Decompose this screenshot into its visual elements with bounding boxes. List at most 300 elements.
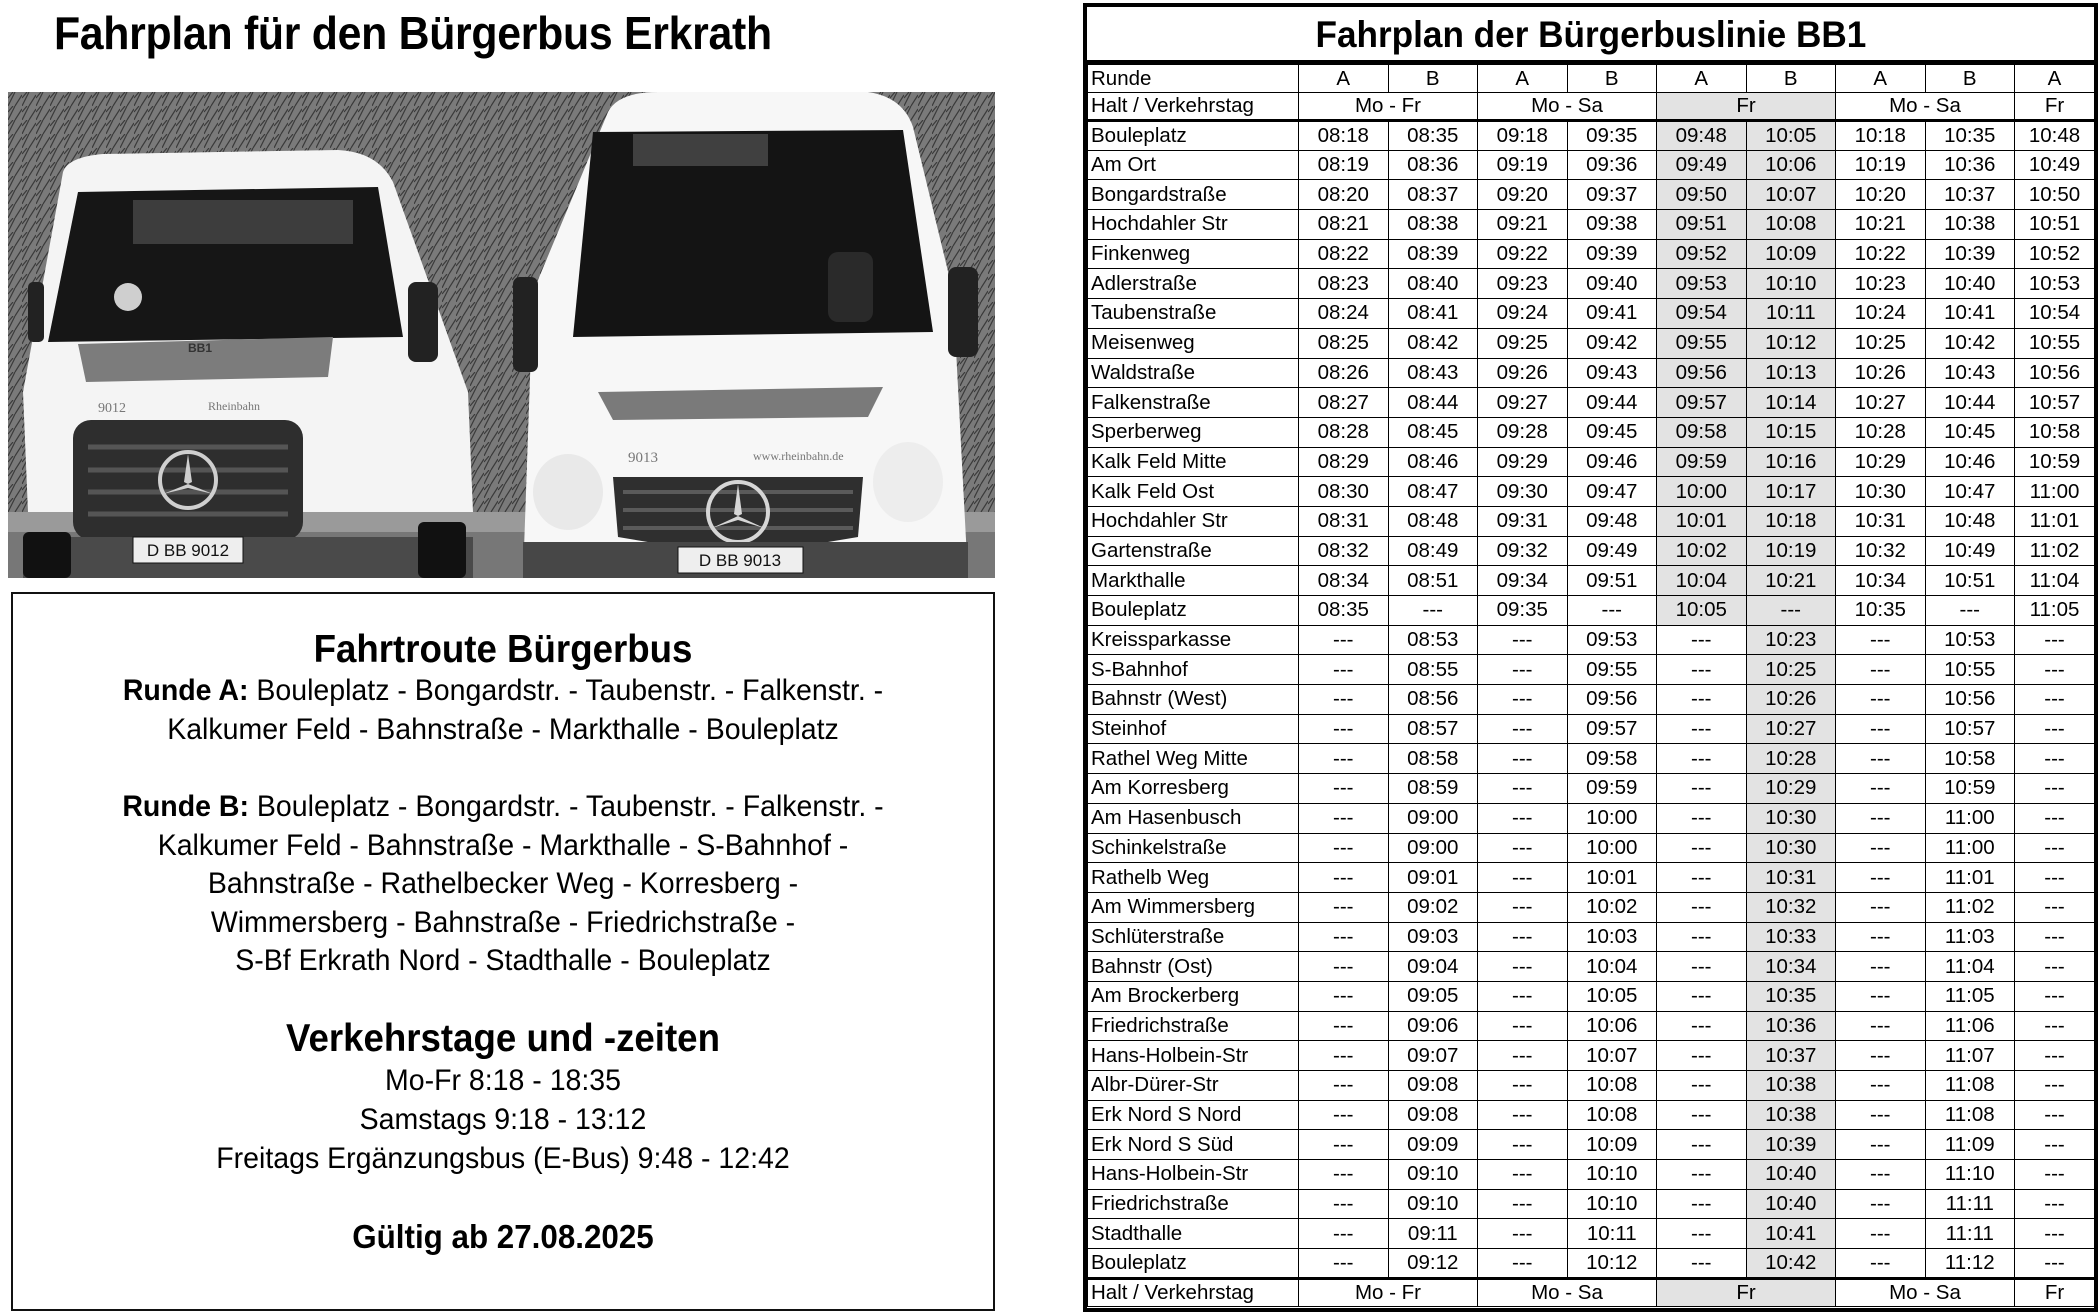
departure-time: 09:46 bbox=[1567, 447, 1657, 477]
departure-time: 10:02 bbox=[1567, 892, 1657, 922]
page-title: Fahrplan für den Bürgerbus Erkrath bbox=[53, 7, 772, 59]
departure-time: 09:51 bbox=[1657, 210, 1747, 240]
footer-days-label: Halt / Verkehrstag bbox=[1088, 1278, 1299, 1306]
table-row bbox=[1088, 417, 2095, 447]
departure-time: 08:22 bbox=[1299, 239, 1389, 269]
header-days-row bbox=[1088, 93, 2095, 121]
departure-time: 10:37 bbox=[1746, 1041, 1836, 1071]
footer-day-group: Fr bbox=[1657, 1278, 1836, 1306]
no-departure-cell: --- bbox=[1299, 981, 1389, 1011]
no-departure-cell: --- bbox=[2015, 981, 2095, 1011]
no-departure-cell: --- bbox=[2015, 803, 2095, 833]
table-row bbox=[1088, 150, 2095, 180]
departure-time: 10:54 bbox=[2015, 299, 2095, 329]
departure-time: 10:31 bbox=[1836, 506, 1926, 536]
departure-time: 08:42 bbox=[1388, 328, 1478, 358]
departure-time: 09:53 bbox=[1657, 269, 1747, 299]
departure-time: 10:36 bbox=[1925, 150, 2015, 180]
departure-time: 10:55 bbox=[2015, 328, 2095, 358]
departure-time: 10:06 bbox=[1746, 150, 1836, 180]
departure-time: 09:12 bbox=[1388, 1249, 1478, 1279]
table-row bbox=[1088, 981, 2095, 1011]
no-departure-cell: --- bbox=[1836, 744, 1926, 774]
departure-time: 10:08 bbox=[1567, 1071, 1657, 1101]
departure-time: 10:39 bbox=[1925, 239, 2015, 269]
departure-time: 10:08 bbox=[1567, 1100, 1657, 1130]
departure-time: 09:54 bbox=[1657, 299, 1747, 329]
departure-time: 10:53 bbox=[1925, 625, 2015, 655]
departure-time: 10:07 bbox=[1746, 180, 1836, 210]
header-runde-cell: A bbox=[1478, 65, 1568, 93]
no-departure-cell: --- bbox=[1836, 981, 1926, 1011]
departure-time: 10:33 bbox=[1746, 922, 1836, 952]
departure-time: 08:47 bbox=[1388, 477, 1478, 507]
valid-from: Gültig ab 27.08.2025 bbox=[352, 1217, 654, 1255]
departure-time: 08:20 bbox=[1299, 180, 1389, 210]
svg-text:9013: 9013 bbox=[628, 450, 658, 466]
departure-time: 10:04 bbox=[1567, 952, 1657, 982]
no-departure-cell: --- bbox=[1299, 625, 1389, 655]
departure-time: 08:30 bbox=[1299, 477, 1389, 507]
departure-time: 11:02 bbox=[1925, 892, 2015, 922]
no-departure-cell: --- bbox=[1657, 1130, 1747, 1160]
header-day-group: Mo - Sa bbox=[1478, 93, 1657, 121]
departure-time: 10:56 bbox=[1925, 685, 2015, 715]
departure-time: 09:07 bbox=[1388, 1041, 1478, 1071]
departure-time: 11:04 bbox=[2015, 566, 2095, 596]
header-day-group: Fr bbox=[1657, 93, 1836, 121]
svg-text:Rheinbahn: Rheinbahn bbox=[208, 399, 260, 413]
no-departure-cell: --- bbox=[1836, 774, 1926, 804]
departure-time: 10:38 bbox=[1746, 1100, 1836, 1130]
departure-time: 11:10 bbox=[1925, 1160, 2015, 1190]
no-departure-cell: --- bbox=[1299, 1100, 1389, 1130]
no-departure-cell: --- bbox=[1657, 803, 1747, 833]
departure-time: 09:49 bbox=[1657, 150, 1747, 180]
departure-time: 09:55 bbox=[1657, 328, 1747, 358]
table-row bbox=[1088, 596, 2095, 626]
no-departure-cell: --- bbox=[1657, 1100, 1747, 1130]
no-departure-cell: --- bbox=[1836, 863, 1926, 893]
table-row bbox=[1088, 477, 2095, 507]
table-row bbox=[1088, 1219, 2095, 1249]
departure-time: 10:28 bbox=[1746, 744, 1836, 774]
table-row bbox=[1088, 1071, 2095, 1101]
table-row bbox=[1088, 447, 2095, 477]
departure-time: 09:06 bbox=[1388, 1011, 1478, 1041]
departure-time: 08:18 bbox=[1299, 121, 1389, 151]
table-row bbox=[1088, 952, 2095, 982]
no-departure-cell: --- bbox=[1657, 1219, 1747, 1249]
departure-time: 10:51 bbox=[1925, 566, 2015, 596]
stop-name: Hochdahler Str bbox=[1088, 506, 1299, 536]
departure-time: 10:18 bbox=[1746, 506, 1836, 536]
stop-name: Am Hasenbusch bbox=[1088, 803, 1299, 833]
no-departure-cell: --- bbox=[1299, 833, 1389, 863]
table-row bbox=[1088, 1249, 2095, 1279]
departure-time: 11:01 bbox=[2015, 506, 2095, 536]
departure-time: 09:00 bbox=[1388, 803, 1478, 833]
departure-time: 10:34 bbox=[1836, 566, 1926, 596]
departure-time: 10:56 bbox=[2015, 358, 2095, 388]
departure-time: 10:05 bbox=[1567, 981, 1657, 1011]
header-day-group: Fr bbox=[2015, 93, 2095, 121]
departure-time: 08:35 bbox=[1299, 596, 1389, 626]
departure-time: 09:02 bbox=[1388, 892, 1478, 922]
header-runde-cell: A bbox=[1657, 65, 1747, 93]
departure-time: 09:51 bbox=[1567, 566, 1657, 596]
stop-name: Am Wimmersberg bbox=[1088, 892, 1299, 922]
no-departure-cell: --- bbox=[1299, 774, 1389, 804]
departure-time: 08:19 bbox=[1299, 150, 1389, 180]
departure-time: 09:56 bbox=[1567, 685, 1657, 715]
no-departure-cell: --- bbox=[1657, 892, 1747, 922]
no-departure-cell: --- bbox=[1657, 1041, 1747, 1071]
no-departure-cell: --- bbox=[1657, 1160, 1747, 1190]
departure-time: 08:39 bbox=[1388, 239, 1478, 269]
departure-time: 10:12 bbox=[1567, 1249, 1657, 1279]
departure-time: 09:30 bbox=[1478, 477, 1568, 507]
departure-time: 09:25 bbox=[1478, 328, 1568, 358]
table-row bbox=[1088, 358, 2095, 388]
route-title: Fahrtroute Bürgerbus bbox=[313, 628, 693, 671]
departure-time: 10:13 bbox=[1746, 358, 1836, 388]
departure-time: 08:31 bbox=[1299, 506, 1389, 536]
stop-name: Finkenweg bbox=[1088, 239, 1299, 269]
departure-time: 08:27 bbox=[1299, 388, 1389, 418]
table-row bbox=[1088, 803, 2095, 833]
departure-time: 09:05 bbox=[1388, 981, 1478, 1011]
no-departure-cell: --- bbox=[1657, 1011, 1747, 1041]
no-departure-cell: --- bbox=[1478, 655, 1568, 685]
departure-time: 10:03 bbox=[1567, 922, 1657, 952]
departure-time: 10:00 bbox=[1567, 803, 1657, 833]
departure-time: 09:39 bbox=[1567, 239, 1657, 269]
no-departure-cell: --- bbox=[2015, 1219, 2095, 1249]
svg-text:9012: 9012 bbox=[98, 401, 126, 416]
departure-time: 08:24 bbox=[1299, 299, 1389, 329]
departure-time: 10:24 bbox=[1836, 299, 1926, 329]
departure-time: 10:02 bbox=[1657, 536, 1747, 566]
no-departure-cell: --- bbox=[1478, 803, 1568, 833]
departure-time: 10:18 bbox=[1836, 121, 1926, 151]
table-row bbox=[1088, 239, 2095, 269]
departure-time: 10:19 bbox=[1836, 150, 1926, 180]
timetable-title: Fahrplan der Bürgerbuslinie BB1 bbox=[1087, 7, 2094, 64]
no-departure-cell: --- bbox=[1657, 774, 1747, 804]
departure-time: 09:21 bbox=[1478, 210, 1568, 240]
departure-time: 09:55 bbox=[1567, 655, 1657, 685]
departure-time: 08:40 bbox=[1388, 269, 1478, 299]
departure-time: 10:55 bbox=[1925, 655, 2015, 685]
no-departure-cell: --- bbox=[1478, 1189, 1568, 1219]
departure-time: 09:28 bbox=[1478, 417, 1568, 447]
no-departure-cell: --- bbox=[2015, 1071, 2095, 1101]
departure-time: 08:45 bbox=[1388, 417, 1478, 447]
departure-time: 09:56 bbox=[1657, 358, 1747, 388]
departure-time: 10:23 bbox=[1746, 625, 1836, 655]
departure-time: 09:18 bbox=[1478, 121, 1568, 151]
departure-time: 09:01 bbox=[1388, 863, 1478, 893]
departure-time: 08:26 bbox=[1299, 358, 1389, 388]
no-departure-cell: --- bbox=[1836, 685, 1926, 715]
no-departure-cell: --- bbox=[1478, 1041, 1568, 1071]
departure-time: 10:27 bbox=[1746, 714, 1836, 744]
no-departure-cell: --- bbox=[2015, 1160, 2095, 1190]
departure-time: 08:46 bbox=[1388, 447, 1478, 477]
stop-name: Markthalle bbox=[1088, 566, 1299, 596]
departure-time: 10:28 bbox=[1836, 417, 1926, 447]
footer-days-row bbox=[1088, 1278, 2095, 1306]
no-departure-cell: --- bbox=[1657, 833, 1747, 863]
no-departure-cell: --- bbox=[1478, 1071, 1568, 1101]
no-departure-cell: --- bbox=[1836, 655, 1926, 685]
departure-time: 09:40 bbox=[1567, 269, 1657, 299]
table-row bbox=[1088, 269, 2095, 299]
departure-time: 10:19 bbox=[1746, 536, 1836, 566]
departure-time: 09:27 bbox=[1478, 388, 1568, 418]
departure-time: 11:00 bbox=[1925, 833, 2015, 863]
departure-time: 10:59 bbox=[1925, 774, 2015, 804]
stop-name: Schlüterstraße bbox=[1088, 922, 1299, 952]
departure-time: 10:40 bbox=[1925, 269, 2015, 299]
departure-time: 09:10 bbox=[1388, 1160, 1478, 1190]
departure-time: 09:41 bbox=[1567, 299, 1657, 329]
departure-time: 08:32 bbox=[1299, 536, 1389, 566]
service-time-weekdays: Mo-Fr 8:18 - 18:35 bbox=[384, 1063, 622, 1097]
departure-time: 10:42 bbox=[1746, 1249, 1836, 1279]
no-departure-cell: --- bbox=[1478, 685, 1568, 715]
table-row bbox=[1088, 1160, 2095, 1190]
departure-time: 09:45 bbox=[1567, 417, 1657, 447]
stop-name: Adlerstraße bbox=[1088, 269, 1299, 299]
no-departure-cell: --- bbox=[1478, 892, 1568, 922]
no-departure-cell: --- bbox=[1836, 625, 1926, 655]
stop-name: Schinkelstraße bbox=[1088, 833, 1299, 863]
departure-time: 09:47 bbox=[1567, 477, 1657, 507]
no-departure-cell: --- bbox=[1836, 1160, 1926, 1190]
stop-name: Falkenstraße bbox=[1088, 388, 1299, 418]
departure-time: 09:48 bbox=[1567, 506, 1657, 536]
departure-time: 09:09 bbox=[1388, 1130, 1478, 1160]
no-departure-cell: --- bbox=[1299, 1071, 1389, 1101]
departure-time: 08:44 bbox=[1388, 388, 1478, 418]
no-departure-cell: --- bbox=[1836, 1189, 1926, 1219]
table-row bbox=[1088, 1130, 2095, 1160]
departure-time: 09:32 bbox=[1478, 536, 1568, 566]
departure-time: 10:21 bbox=[1746, 566, 1836, 596]
departure-time: 10:30 bbox=[1836, 477, 1926, 507]
departure-time: 08:43 bbox=[1388, 358, 1478, 388]
departure-time: 09:57 bbox=[1657, 388, 1747, 418]
departure-time: 10:29 bbox=[1746, 774, 1836, 804]
table-row bbox=[1088, 1189, 2095, 1219]
no-departure-cell: --- bbox=[1299, 1189, 1389, 1219]
no-departure-cell: --- bbox=[1478, 863, 1568, 893]
departure-time: 10:48 bbox=[2015, 121, 2095, 151]
departure-time: 09:23 bbox=[1478, 269, 1568, 299]
departure-time: 10:15 bbox=[1746, 417, 1836, 447]
header-runde-cell: A bbox=[2015, 65, 2095, 93]
departure-time: 09:00 bbox=[1388, 833, 1478, 863]
route-a-label: Runde A: bbox=[122, 674, 249, 707]
departure-time: 08:29 bbox=[1299, 447, 1389, 477]
departure-time: 10:53 bbox=[2015, 269, 2095, 299]
departure-time: 11:08 bbox=[1925, 1071, 2015, 1101]
departure-time: 09:08 bbox=[1388, 1100, 1478, 1130]
departure-time: 11:01 bbox=[1925, 863, 2015, 893]
departure-time: 10:31 bbox=[1746, 863, 1836, 893]
no-departure-cell: --- bbox=[1657, 863, 1747, 893]
no-departure-cell: --- bbox=[1478, 833, 1568, 863]
stop-name: Friedrichstraße bbox=[1088, 1011, 1299, 1041]
departure-time: 09:36 bbox=[1567, 150, 1657, 180]
departure-time: 10:32 bbox=[1836, 536, 1926, 566]
route-b-line-1: Runde B: Bouleplatz - Bongardstr. - Taubenstr. - Falkenstr. - bbox=[122, 790, 884, 823]
footer-day-group: Mo - Sa bbox=[1478, 1278, 1657, 1306]
no-departure-cell: --- bbox=[1657, 685, 1747, 715]
no-departure-cell: --- bbox=[1299, 685, 1389, 715]
table-row bbox=[1088, 685, 2095, 715]
no-departure-cell: --- bbox=[1657, 981, 1747, 1011]
departure-time: 09:11 bbox=[1388, 1219, 1478, 1249]
departure-time: 10:41 bbox=[1925, 299, 2015, 329]
departure-time: 11:11 bbox=[1925, 1219, 2015, 1249]
no-departure-cell: --- bbox=[2015, 952, 2095, 982]
departure-time: 10:42 bbox=[1925, 328, 2015, 358]
no-departure-cell: --- bbox=[1299, 1160, 1389, 1190]
departure-time: 10:48 bbox=[1925, 506, 2015, 536]
departure-time: 08:53 bbox=[1388, 625, 1478, 655]
stop-name: Taubenstraße bbox=[1088, 299, 1299, 329]
header-runde-row bbox=[1088, 65, 2095, 93]
departure-time: 10:17 bbox=[1746, 477, 1836, 507]
departure-time: 11:03 bbox=[1925, 922, 2015, 952]
departure-time: 10:00 bbox=[1567, 833, 1657, 863]
no-departure-cell: --- bbox=[2015, 863, 2095, 893]
departure-time: 10:41 bbox=[1746, 1219, 1836, 1249]
no-departure-cell: --- bbox=[1657, 625, 1747, 655]
departure-time: 08:37 bbox=[1388, 180, 1478, 210]
svg-text:D BB 9012: D BB 9012 bbox=[146, 541, 230, 560]
departure-time: 11:04 bbox=[1925, 952, 2015, 982]
departure-time: 08:28 bbox=[1299, 417, 1389, 447]
route-b-line-5: S-Bf Erkrath Nord - Stadthalle - Bouleplatz bbox=[235, 944, 771, 977]
no-departure-cell: --- bbox=[2015, 1189, 2095, 1219]
no-departure-cell: --- bbox=[2015, 744, 2095, 774]
stop-name: Friedrichstraße bbox=[1088, 1189, 1299, 1219]
stop-name: Kalk Feld Mitte bbox=[1088, 447, 1299, 477]
stop-name: Hochdahler Str bbox=[1088, 210, 1299, 240]
table-row bbox=[1088, 774, 2095, 804]
departure-time: 10:49 bbox=[1925, 536, 2015, 566]
stop-name: Waldstraße bbox=[1088, 358, 1299, 388]
service-times bbox=[38, 1061, 969, 1178]
departure-time: 08:36 bbox=[1388, 150, 1478, 180]
departure-time: 10:40 bbox=[1746, 1189, 1836, 1219]
departure-time: 10:35 bbox=[1925, 121, 2015, 151]
departure-time: 10:16 bbox=[1746, 447, 1836, 477]
header-day-group: Mo - Fr bbox=[1299, 93, 1478, 121]
departure-time: 10:25 bbox=[1746, 655, 1836, 685]
header-runde-cell: B bbox=[1925, 65, 2015, 93]
departure-time: 08:41 bbox=[1388, 299, 1478, 329]
departure-time: 10:37 bbox=[1925, 180, 2015, 210]
departure-time: 10:39 bbox=[1746, 1130, 1836, 1160]
no-departure-cell: --- bbox=[1478, 1249, 1568, 1279]
departure-time: 11:09 bbox=[1925, 1130, 2015, 1160]
departure-time: 10:11 bbox=[1567, 1219, 1657, 1249]
no-departure-cell: --- bbox=[1299, 655, 1389, 685]
departure-time: 10:00 bbox=[1657, 477, 1747, 507]
stop-name: Bouleplatz bbox=[1088, 1249, 1299, 1279]
table-row bbox=[1088, 121, 2095, 151]
table-row bbox=[1088, 210, 2095, 240]
departure-time: 10:35 bbox=[1746, 981, 1836, 1011]
departure-time: 09:34 bbox=[1478, 566, 1568, 596]
departure-time: 08:38 bbox=[1388, 210, 1478, 240]
departure-time: 09:48 bbox=[1657, 121, 1747, 151]
departure-time: 10:10 bbox=[1567, 1160, 1657, 1190]
no-departure-cell: --- bbox=[1299, 803, 1389, 833]
departure-time: 08:58 bbox=[1388, 744, 1478, 774]
departure-time: 09:50 bbox=[1657, 180, 1747, 210]
no-departure-cell: --- bbox=[1836, 892, 1926, 922]
no-departure-cell: --- bbox=[1746, 596, 1836, 626]
no-departure-cell: --- bbox=[1657, 1071, 1747, 1101]
header-runde-cell: B bbox=[1567, 65, 1657, 93]
no-departure-cell: --- bbox=[2015, 1041, 2095, 1071]
stop-name: Am Korresberg bbox=[1088, 774, 1299, 804]
departure-time: 10:32 bbox=[1746, 892, 1836, 922]
table-row bbox=[1088, 180, 2095, 210]
no-departure-cell: --- bbox=[1478, 922, 1568, 952]
table-row bbox=[1088, 922, 2095, 952]
no-departure-cell: --- bbox=[1657, 655, 1747, 685]
departure-time: 11:05 bbox=[1925, 981, 2015, 1011]
table-row bbox=[1088, 714, 2095, 744]
no-departure-cell: --- bbox=[1478, 744, 1568, 774]
departure-time: 10:04 bbox=[1657, 566, 1747, 596]
no-departure-cell: --- bbox=[2015, 1249, 2095, 1279]
no-departure-cell: --- bbox=[1478, 714, 1568, 744]
departure-time: 10:29 bbox=[1836, 447, 1926, 477]
no-departure-cell: --- bbox=[1388, 596, 1478, 626]
table-row bbox=[1088, 328, 2095, 358]
no-departure-cell: --- bbox=[1657, 922, 1747, 952]
no-departure-cell: --- bbox=[2015, 685, 2095, 715]
departure-time: 10:58 bbox=[2015, 417, 2095, 447]
no-departure-cell: --- bbox=[1299, 714, 1389, 744]
departure-time: 10:51 bbox=[2015, 210, 2095, 240]
departure-time: 10:58 bbox=[1925, 744, 2015, 774]
route-b-description bbox=[38, 788, 969, 981]
no-departure-cell: --- bbox=[1299, 1249, 1389, 1279]
departure-time: 08:25 bbox=[1299, 328, 1389, 358]
departure-time: 08:59 bbox=[1388, 774, 1478, 804]
departure-time: 11:00 bbox=[1925, 803, 2015, 833]
no-departure-cell: --- bbox=[1478, 1160, 1568, 1190]
table-row bbox=[1088, 566, 2095, 596]
no-departure-cell: --- bbox=[1836, 833, 1926, 863]
svg-text:BB1: BB1 bbox=[188, 341, 213, 355]
departure-time: 09:59 bbox=[1567, 774, 1657, 804]
departure-time: 11:12 bbox=[1925, 1249, 2015, 1279]
departure-time: 10:05 bbox=[1746, 121, 1836, 151]
table-row bbox=[1088, 625, 2095, 655]
departure-time: 10:44 bbox=[1925, 388, 2015, 418]
stop-name: Hans-Holbein-Str bbox=[1088, 1160, 1299, 1190]
